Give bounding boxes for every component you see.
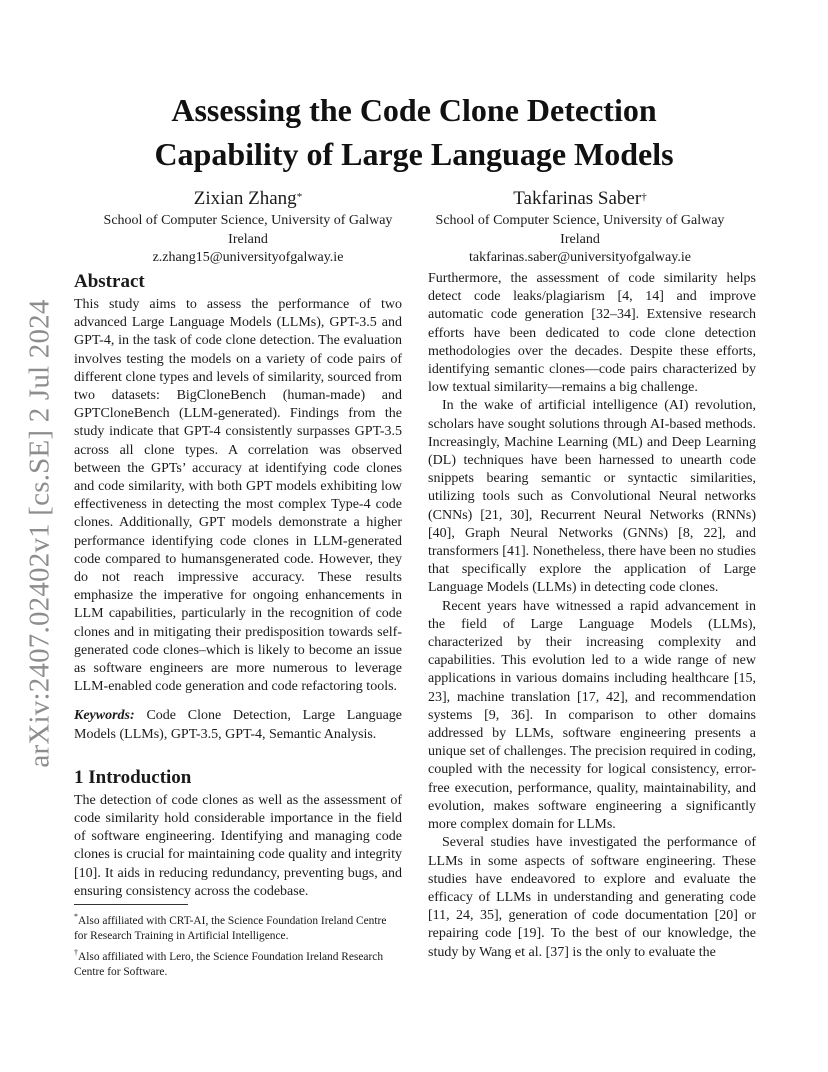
footnote-rule [74, 904, 188, 905]
right-column [428, 270, 756, 962]
keywords-line [74, 707, 402, 743]
intro-paragraph-2: Furthermore, the assessment of code similarity helps detect code leaks/plagiarism [4, 14] and improve automatic code generation [32–34]. Extensive research efforts have been dedicated to code clone detection methodologies over the decades. Despite these efforts, identifying semantic clones—code pairs characterized by low textual similarity—remains a big challenge. [428, 271, 756, 396]
paper-title [72, 88, 756, 176]
author-footnote-mark: † [641, 191, 647, 203]
author-email: takfarinas.saber@universityofgalway.ie [469, 250, 691, 265]
footnote-2 [74, 945, 402, 981]
abstract-text: This study aims to assess the performance of two advanced Large Language Models (LLMs), GPT-3.5 and GPT-4, in the task of code clone detection. The evaluation involves testing the models on a variety of code pairs of different clone types and levels of similarity, sourced from two datasets: BigCloneBench (human-made) and GPTCloneBench (LLM-generated). Findings from the study indicate that GPT-4 consistently surpasses GPT-3.5 across all clone types. A correlation was observed between the GPTs’ accuracy at identifying code clones and code similarity, with both GPT models exhibiting low effectiveness in detecting the most complex Type-4 code clones. Additionally, GPT models demonstrate a higher performance identifying code clones in LLM-generated code compared to humansgenerated code. However, they do not reach impressive accuracy. These results emphasize the imperative for ongoing enhancements in LLM capabilities, particularly in the recognition of code clones and in mitigating their predisposition towards self-generated code clones–which is likely to become an issue as software engineers are more numerous to leverage LLM-enabled code generation and code refactoring tools. [74, 297, 402, 695]
footnote-mark: * [74, 912, 78, 921]
keywords-text: Code Clone Detection, Large Language Models (LLMs), GPT-3.5, GPT-4, Semantic Analysis. [74, 708, 402, 742]
author-affiliation: School of Computer Science, University of Galway [103, 213, 393, 228]
footnote-1 [74, 909, 402, 945]
keywords-label: Keywords: [74, 708, 135, 724]
footnote-text: Also affiliated with Lero, the Science Foundation Ireland Research Centre for Software. [74, 950, 384, 979]
left-column [74, 270, 402, 901]
footnotes [74, 904, 402, 981]
author-country: Ireland [228, 231, 268, 247]
author-block-saber [410, 186, 750, 268]
title-line-2: Capability of Large Language Models [154, 136, 674, 172]
arxiv-identifier-text: arXiv:2407.02402v1 [cs.SE] 2 Jul 2024 [23, 298, 56, 768]
footnote-mark: † [74, 947, 78, 957]
author-email: z.zhang15@universityofgalway.ie [152, 250, 344, 265]
title-line-1: Assessing the Code Clone Detection [171, 92, 657, 128]
author-name: Zixian Zhang [193, 188, 297, 209]
author-footnote-mark: * [296, 191, 303, 203]
footnote-text: Also affiliated with CRT-AI, the Science Foundation Ireland Centre for Research Training in Artificial Intelligence. [74, 914, 387, 943]
author-affiliation: School of Computer Science, University of Galway [435, 213, 725, 228]
author-block-zhang [78, 186, 418, 268]
introduction-heading: 1 Introduction [74, 766, 192, 788]
author-name: Takfarinas Saber [513, 188, 642, 209]
abstract-heading: Abstract [74, 271, 145, 292]
intro-paragraph-1: The detection of code clones as well as the assessment of code similarity hold considerable importance in the field of software engineering. Identifying and managing code clones is crucial for maintaining code quality and integrity [10]. It aids in reducing redundancy, preventing bugs, and ensuring consistency across the codebase. [74, 792, 402, 899]
arxiv-identifier-stamp [20, 298, 60, 768]
intro-paragraph-5: Several studies have investigated the performance of LLMs in some aspects of software engineering. These studies have endeavored to explore and evaluate the efficacy of LLMs in understanding and generating code [11, 24, 35], generation of code documentation [20] or repairing code [19]. To the best of our knowledge, the study by Wang et al. [37] is the only to evaluate the [428, 835, 756, 960]
author-country: Ireland [560, 231, 600, 247]
intro-paragraph-4: Recent years have witnessed a rapid advancement in the field of Large Language Models (LLMs), characterized by their increasing complexity and capabilities. This evolution led to a wide range of new applications in various domains including healthcare [15, 23], machine translation [17, 42], and recommendation systems [9, 36]. In comparison to other domains addressed by LLMs, software engineering presents a unique set of challenges. The precision required in coding, coupled with the necessity for logical consistency, error-free execution, performance, quality, maintainability, and evolution, makes software engineering a significantly more complex domain for LLMs. [428, 598, 756, 833]
intro-paragraph-3: In the wake of artificial intelligence (AI) revolution, scholars have sought solutions through AI-based methods. Increasingly, Machine Learning (ML) and Deep Learning (DL) techniques have been harnessed to unearth code snippets bearing semantic or syntactic similarities, utilizing tools such as Convolutional Neural networks (CNNs) [21, 30], Recurrent Neural Networks (RNNs) [40], Graph Neural Networks (GNNs) [8, 22], and transformers [41]. Nonetheless, there have been no studies that specifically explore the application of Large Language Models (LLMs) in detecting code clones. [428, 398, 756, 596]
